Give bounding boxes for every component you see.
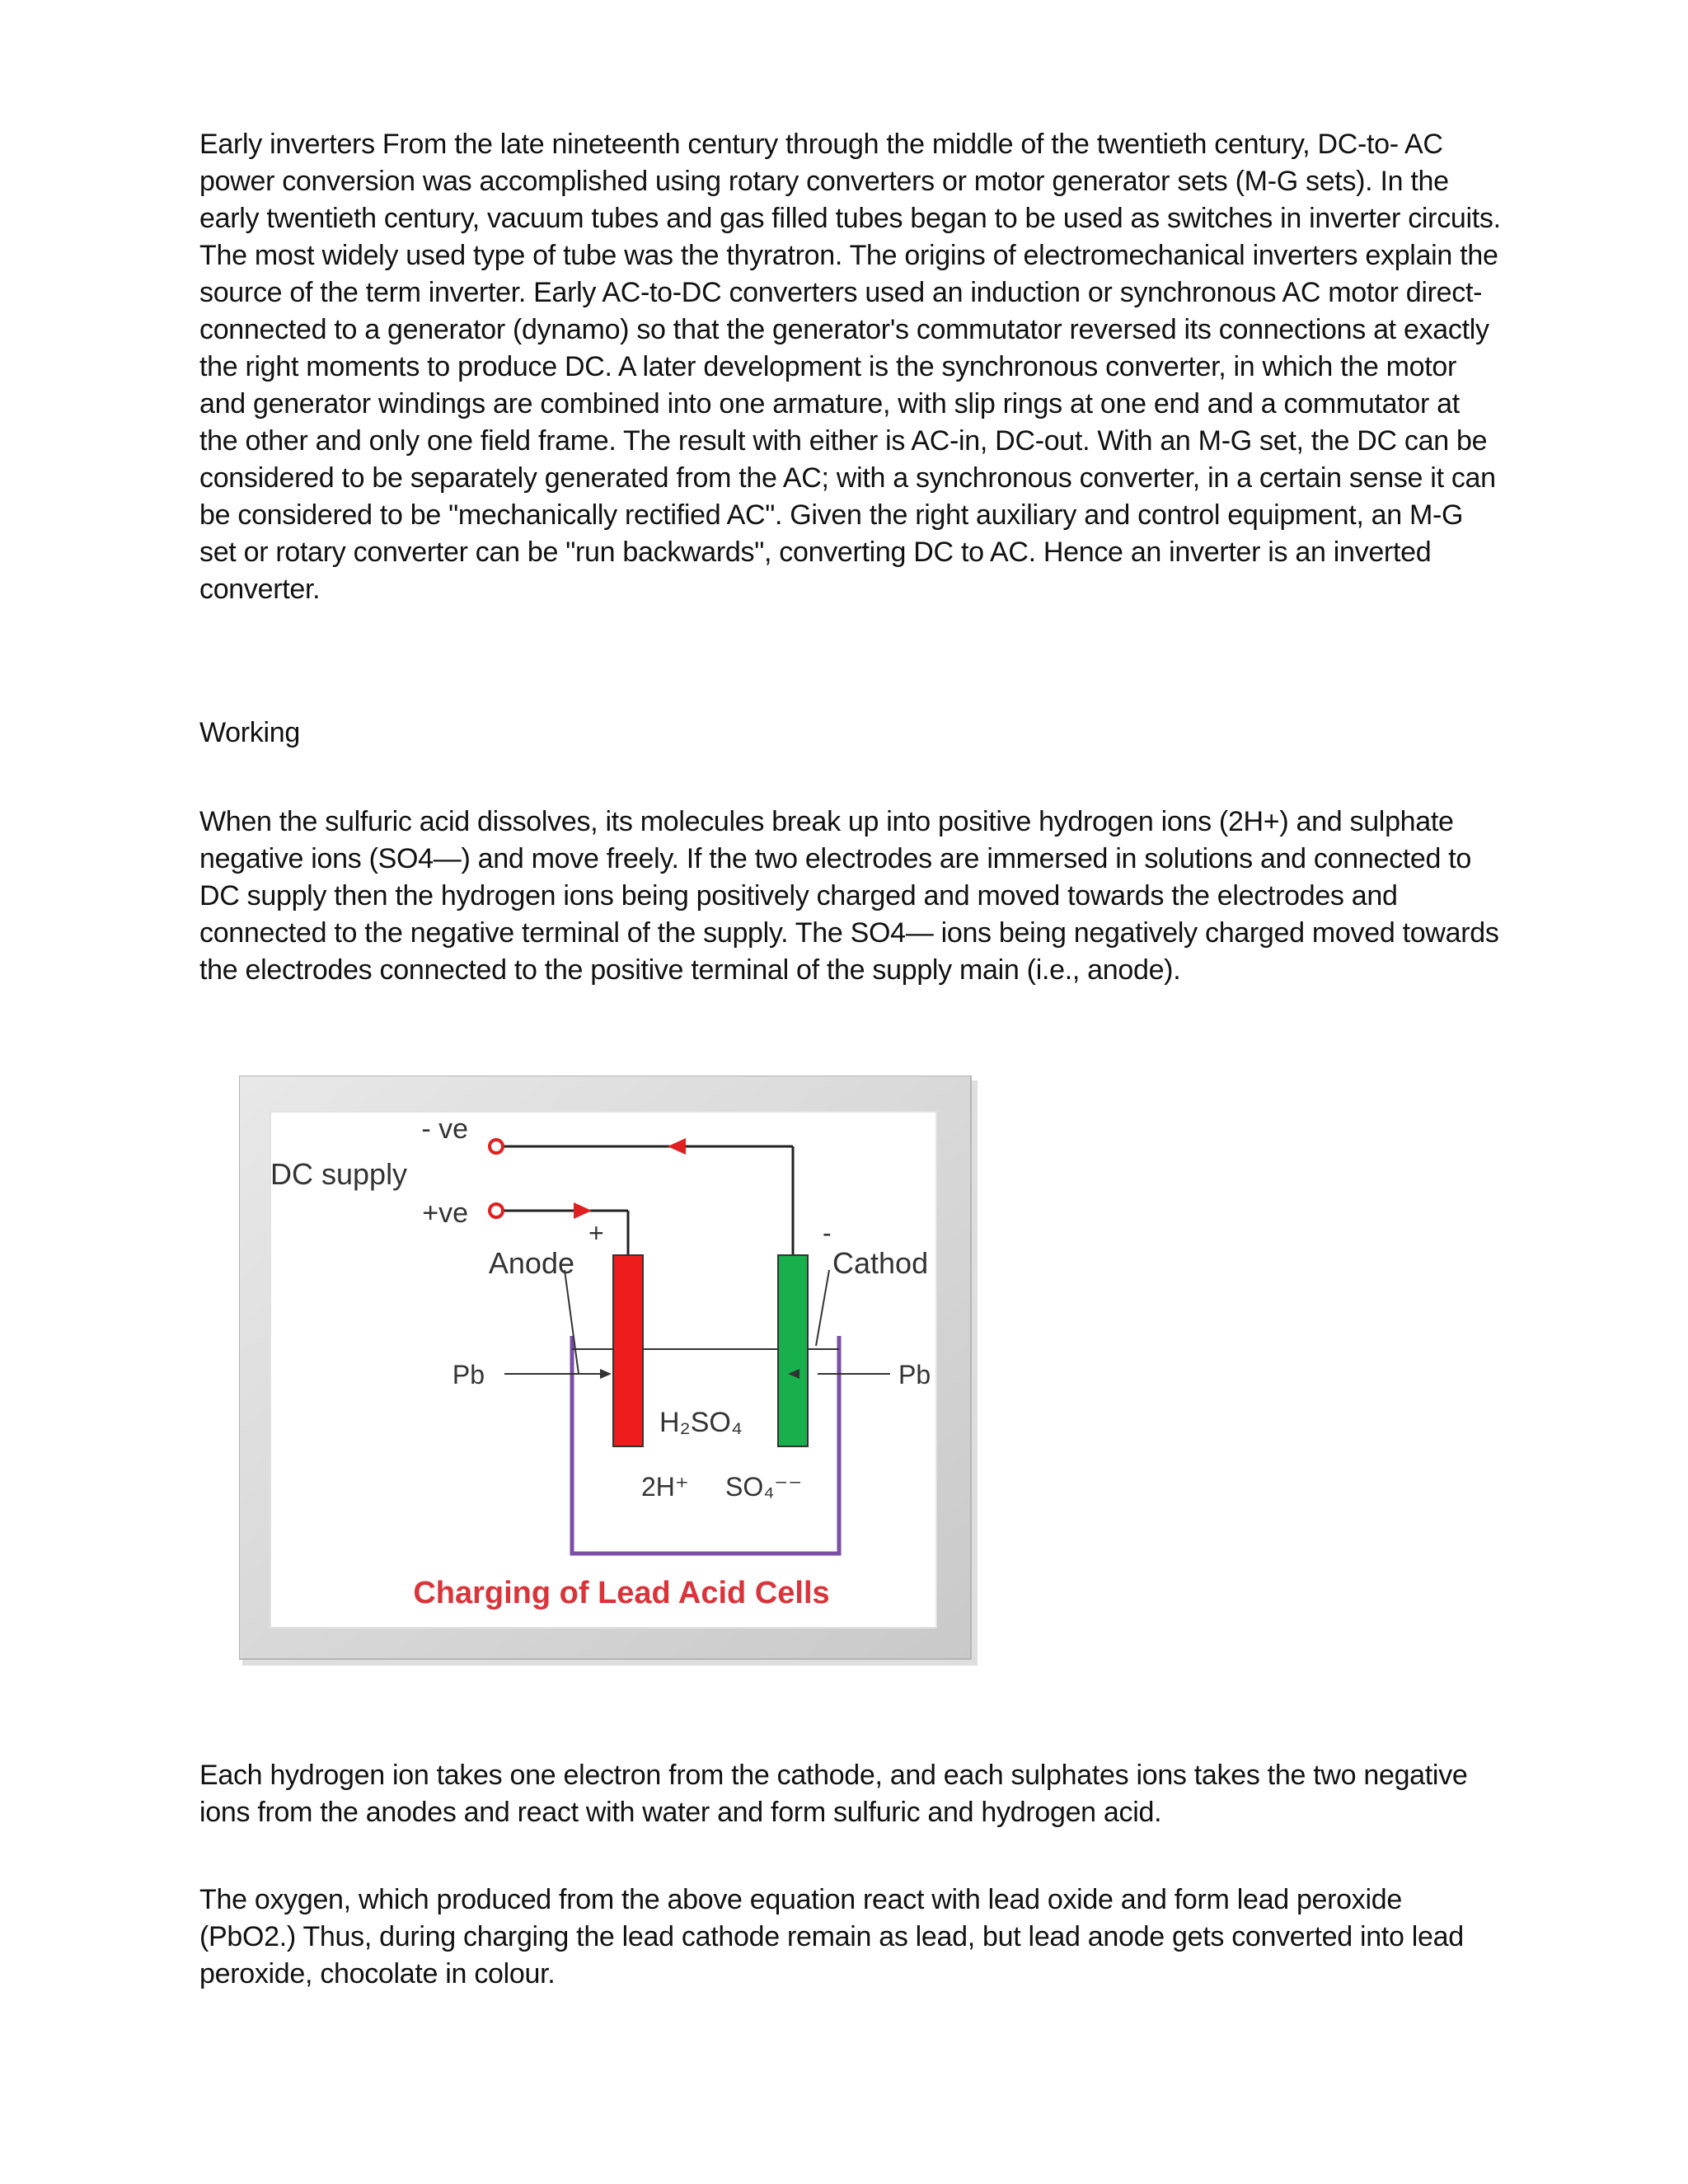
positive-label: +ve	[422, 1197, 468, 1229]
oxygen-paragraph: The oxygen, which produced from the above equation react with lead oxide and form lead peroxide (PbO2.) Thus, during charging the lead cathode remain as lead, but lead anode gets converted into lead peroxide, chocolate in colour.	[199, 1884, 1464, 1990]
pb-left-label: Pb	[452, 1360, 485, 1390]
working-heading: Working	[199, 717, 300, 748]
anode-plate	[613, 1255, 643, 1446]
figure-caption: Charging of Lead Acid Cells	[413, 1576, 830, 1610]
charging-diagram	[239, 1076, 978, 1669]
pb-right-label: Pb	[898, 1360, 931, 1390]
anode-plus-sign: +	[588, 1218, 604, 1248]
electrolyte-formula: H₂SO₄	[659, 1407, 743, 1438]
negative-terminal	[490, 1140, 503, 1153]
anode-label: Anode	[488, 1246, 574, 1280]
sulphate-ions-label: SO₄⁻⁻	[725, 1472, 803, 1502]
cathode-minus-sign: -	[823, 1218, 832, 1248]
negative-label: - ve	[421, 1113, 468, 1145]
cathode-label: Cathod	[832, 1246, 929, 1280]
intro-paragraph: Early inverters From the late nineteenth century through the middle of the twentieth century, DC-to- AC power conversion was accomplished using rotary converters or motor generator sets (M-G sets). In the early twentieth century, vacuum tubes and gas filled tubes began to be used as switches in inverter circuits. The most widely used type of tube was the thyratron. The origins of electromechanical inverters explain the source of the term inverter. Early AC-to-DC converters used an induction or synchronous AC motor direct-connected to a generator (dynamo) so that the generator's commutator reversed its connections at exactly the right moments to produce DC. A later development is the synchronous converter, in which the motor and generator windings are combined into one armature, with slip rings at one end and a commutator at the other and only one field frame. The result with either is AC-in, DC-out. With an M-G set, the DC can be considered to be separately generated from the AC; with a synchronous converter, in a certain sense it can be considered to be "mechanically rectified AC". Given the right auxiliary and control equipment, an M-G set or rotary converter can be "run backwards", converting DC to AC. Hence an inverter is an inverted converter.	[199, 129, 1501, 605]
positive-terminal	[490, 1204, 503, 1217]
dc-supply-label: DC supply	[270, 1157, 408, 1191]
working-paragraph: When the sulfuric acid dissolves, its molecules break up into positive hydrogen ions (2H+) and sulphate negative ions (SO4—) and move freely. If the two electrodes are immersed in solutions and connected to DC supply then the hydrogen ions being positively charged and moved towards the electrodes and connected to the negative terminal of the supply. The SO4— ions being negatively charged moved towards the electrodes connected to the positive terminal of the supply main (i.e., anode).	[199, 806, 1499, 986]
hydrogen-ions-label: 2H⁺	[641, 1472, 689, 1502]
lead-acid-charging-figure	[239, 1076, 978, 1669]
cathode-plate	[778, 1255, 808, 1446]
hydrogen-paragraph: Each hydrogen ion takes one electron from the cathode, and each sulphates ions takes the two negative ions from the anodes and react with water and form sulfuric and hydrogen acid.	[199, 1760, 1468, 1828]
